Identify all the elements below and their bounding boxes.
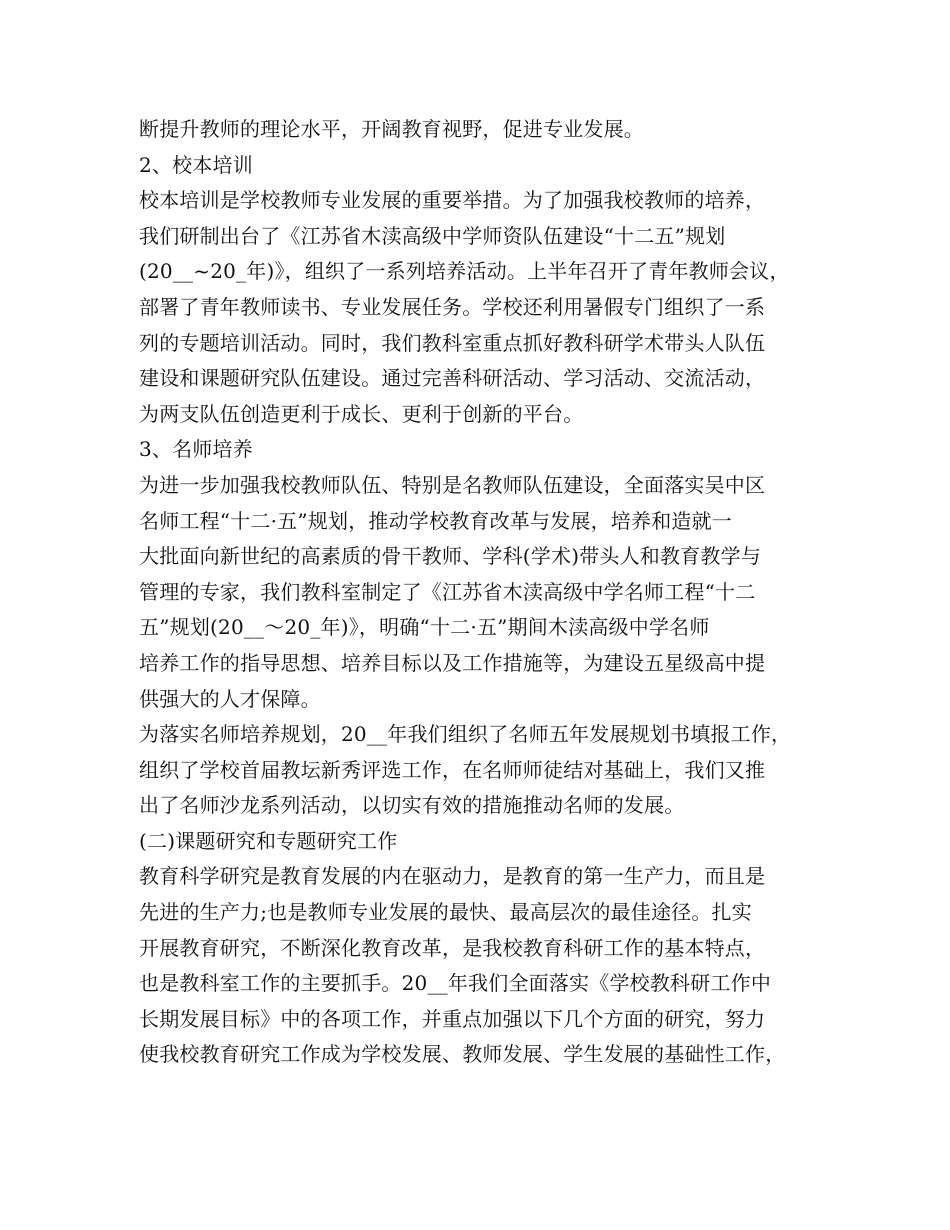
text-line: 断提升教师的理论水平，开阔教育视野，促进专业发展。 bbox=[139, 117, 644, 141]
text-line: 培养工作的指导思想、培养目标以及工作措施等，为建设五星级高中提 bbox=[139, 650, 766, 675]
section-heading: 2、校本培训 bbox=[139, 152, 253, 177]
text-line: 教育科学研究是教育发展的内在驱动力，是教育的第一生产力，而且是 bbox=[139, 864, 766, 889]
text-line: 也是教科室工作的主要抓手。20__年我们全面落实《学校教科研工作中 bbox=[139, 971, 772, 996]
text-line: 为进一步加强我校教师队伍、特别是名教师队伍建设，全面落实吴中区 bbox=[139, 472, 766, 497]
document-body bbox=[139, 112, 839, 1073]
text-line: 为落实名师培养规划，20__年我们组织了名师五年发展规划书填报工作， bbox=[139, 722, 792, 747]
text-line: 供强大的人才保障。 bbox=[139, 686, 321, 711]
text-line: 名师工程“十二·五”规划，推动学校教育改革与发展，培养和造就一 bbox=[139, 508, 733, 533]
text-line: 管理的专家，我们教科室制定了《江苏省木渎高级中学名师工程“十二 bbox=[139, 579, 756, 604]
text-line: 部署了青年教师读书、专业发展任务。学校还利用暑假专门组织了一系 bbox=[139, 294, 766, 319]
text-line: 校本培训是学校教师专业发展的重要举措。为了加强我校教师的培养， bbox=[139, 188, 766, 213]
text-line: (20__~20_年)》，组织了一系列培养活动。上半年召开了青年教师会议， bbox=[139, 259, 790, 284]
section-heading: 3、名师培养 bbox=[139, 437, 253, 462]
text-line: 开展教育研究，不断深化教育改革，是我校教育科研工作的基本特点， bbox=[139, 935, 766, 960]
text-line: 我们研制出台了《江苏省木渎高级中学师资队伍建设“十二五”规划 bbox=[139, 223, 726, 248]
text-line: 建设和课题研究队伍建设。通过完善科研活动、学习活动、交流活动， bbox=[139, 366, 766, 391]
section-heading: (二)课题研究和专题研究工作 bbox=[139, 828, 398, 853]
text-line: 先进的生产力;也是教师专业发展的最快、最高层次的最佳途径。扎实 bbox=[139, 900, 752, 925]
text-line: 长期发展目标》中的各项工作，并重点加强以下几个方面的研究，努力 bbox=[139, 1006, 766, 1031]
text-line: 出了名师沙龙系列活动，以切实有效的措施推动名师的发展。 bbox=[139, 793, 685, 818]
text-line: 组织了学校首届教坛新秀评选工作，在名师师徒结对基础上，我们又推 bbox=[139, 757, 766, 782]
text-line: 为两支队伍创造更利于成长、更利于创新的平台。 bbox=[139, 401, 584, 426]
text-line: 大批面向新世纪的高素质的骨干教师、学科(学术)带头人和教育教学与 bbox=[139, 544, 762, 569]
text-line: 列的专题培训活动。同时，我们教科室重点抓好教科研学术带头人队伍 bbox=[139, 330, 766, 355]
text-line: 使我校教育研究工作成为学校发展、教师发展、学生发展的基础性工作， bbox=[139, 1042, 786, 1067]
text-line: 五”规划(20__～20_年)》，明确“十二·五”期间木渎高级中学名师 bbox=[139, 615, 710, 640]
